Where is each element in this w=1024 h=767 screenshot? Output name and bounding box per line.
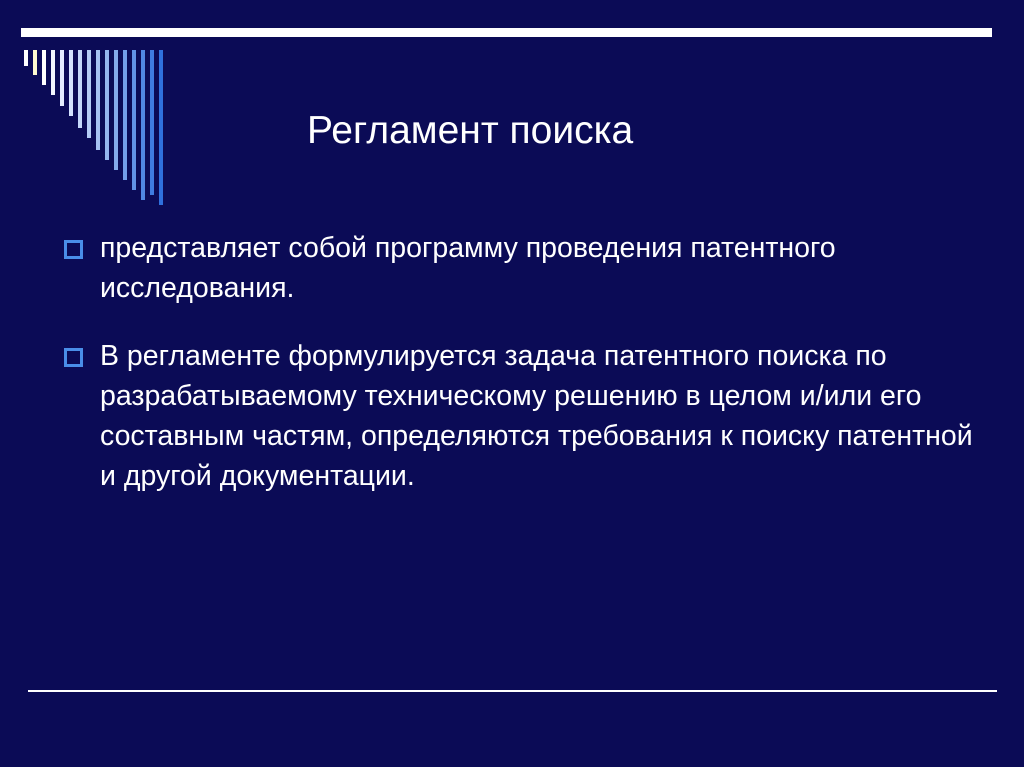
bullet-list (64, 228, 984, 496)
stripe (24, 50, 28, 66)
bullet-text: представляет собой программу проведения патентного исследования. (100, 232, 836, 304)
stripe (105, 50, 109, 160)
stripe (42, 50, 46, 85)
stripe (33, 50, 37, 75)
square-bullet-icon (64, 348, 83, 367)
bottom-rule (28, 690, 997, 692)
stripe (60, 50, 64, 106)
stripe (150, 50, 154, 195)
stripe (123, 50, 127, 180)
stripe (69, 50, 73, 116)
slide-title: Регламент поиска (307, 109, 634, 152)
stripe (141, 50, 145, 200)
square-bullet-icon (64, 240, 83, 259)
stripe (87, 50, 91, 138)
stripe (96, 50, 100, 150)
stripe (159, 50, 163, 205)
decorative-stripes (0, 0, 175, 210)
stripe (78, 50, 82, 128)
stripe (114, 50, 118, 170)
stripe (132, 50, 136, 190)
bullet-item (64, 228, 984, 308)
bullet-item (64, 336, 984, 496)
bullet-text: В регламенте формулируется задача патентного поиска по разрабатываемому техническому решению в целом и/или его составным частям, определяются требования к поиску патентной и другой документации. (100, 340, 973, 492)
stripe (51, 50, 55, 95)
